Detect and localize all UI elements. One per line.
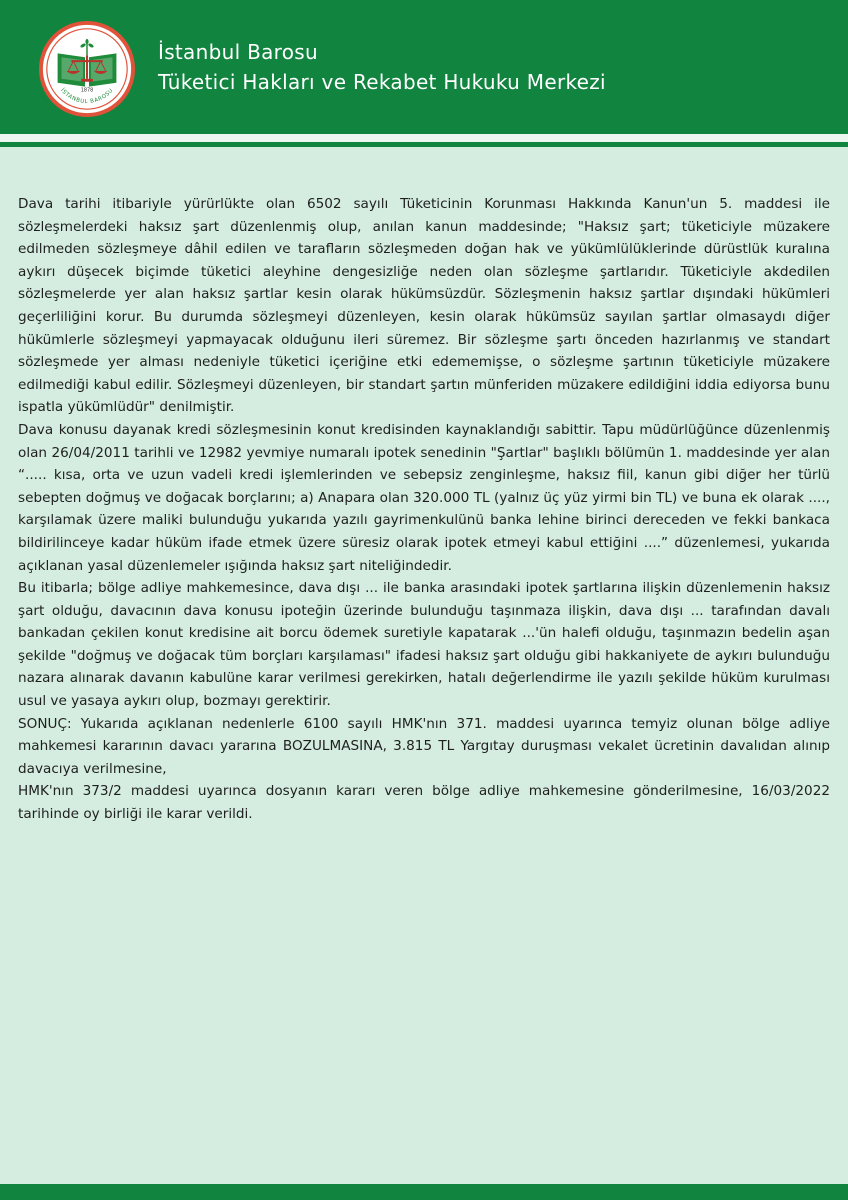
header-divider-green xyxy=(0,142,848,147)
paragraph-mortgage-clause: Dava konusu dayanak kredi sözleşmesinin konut kredisinden kaynaklandığı sabittir. Tapu müdürlüğünce düzenlenmiş olan 26/04/2011 tarihli ve 12982 yevmiye numaralı ipotek senedinin "Şartlar" başlıklı bölümün 1. maddesinde yer alan “..... kısa, orta ve uzun vadeli kredi işlemlerinden ve sebepsiz zenginleşme, haksız fiil, kanun gibi diğer her türlü sebepten doğmuş ve doğacak borçlarını; a) Anapara olan 320.000 TL (yalnız üç yüz yirmi bin TL) ve buna ek olarak ...., karşılamak üzere maliki bulunduğu yukarıda yazılı gayrimenkulünü banka lehine birinci dereceden ve fekki bankaca bildirilinceye kadar hüküm ifade etmek üzere süresiz olarak ipotek etmeyi kabul ettiğini ....” düzenlemesi, yukarıda açıklanan yasal düzenlemeler ışığında haksız şart niteliğindedir. xyxy=(18,421,830,574)
paragraph-assessment: Bu itibarla; bölge adliye mahkemesince, dava dışı ... ile banka arasındaki ipotek şartlarına ilişkin düzenlemenin haksız şart olduğu, davacının dava konusu ipoteğin üzerinde bulunduğu taşınmaza ilişkin, dava dışı ... tarafından davalı bankadan çekilen konut kredisine ait borcu ödemek suretiyle kapatarak ...'ün halefi olduğu, taşınmazın bedelin aşan şekilde "doğmuş ve doğacak tüm borçları karşılaması" ifadesi haksız şart olduğu gibi hakkaniyete de aykırı bulunduğu nazara alınarak davanın kabulüne karar verilmesi gerekirken, hatalı değerlendirme ile yazılı şekilde hüküm kurulması usul ve yasaya aykırı olup, bozmayı gerektirir. xyxy=(18,580,830,710)
paragraph-law-article: Dava tarihi itibariyle yürürlükte olan 6502 sayılı Tüketicinin Korunması Hakkında Kanun'un 5. maddesi ile sözleşmelerdeki haksız şart düzenlenmiş olup, anılan kanun maddesinde; "Haksız şart; tüketiciyle müzakere edilmeden sözleşmeye dâhil edilen ve tarafların sözleşmeden doğan hak ve yükümlülüklerinde dürüstlük kuralına aykırı düşecek biçimde tüketici aleyhine dengesizliğe neden olan sözleşme şartlarıdır. Tüketiciyle akdedilen sözleşmelerde yer alan haksız şartlar kesin olarak hükümsüzdür. Sözleşmenin haksız şartlar dışındaki hükümleri geçerliliğini korur. Bu durumda sözleşmeyi düzenleyen, kesin olarak hükümsüz sayılan şartlar olmasaydı diğer hükümlerle sözleşmeyi yapmayacak olduğunu ileri süremez. Bir sözleşme şartı önceden hazırlanmış ve standart sözleşmede yer alması nedeniyle tüketici içeriğine etki edememişse, o sözleşme şartının tüketiciyle müzakere edilmediği kabul edilir. Sözleşmeyi düzenleyen, bir standart şartın münferiden müzakere edildiğini iddia ediyorsa bunu ispatla yükümlüdür" denilmiştir. xyxy=(18,196,830,416)
header-bar xyxy=(0,0,848,134)
header-divider-light xyxy=(0,134,848,142)
paragraph-referral: HMK'nın 373/2 maddesi uyarınca dosyanın kararı veren bölge adliye mahkemesine gönderilmesine, 16/03/2022 tarihinde oy birliği ile karar verildi. xyxy=(18,783,830,823)
paragraph-conclusion: SONUÇ: Yukarıda açıklanan nedenlerle 6100 sayılı HMK'nın 371. maddesi uyarınca temyiz olunan bölge adliye mahkemesi kararının davacı yararına BOZULMASINA, 3.815 TL Yargıtay duruşması vekalet ücretinin davalıdan alınıp davacıya verilmesine, xyxy=(18,715,830,777)
svg-text:1878: 1878 xyxy=(80,87,94,94)
org-name: İstanbul Barosu xyxy=(158,40,318,64)
svg-text:İSTANBUL BAROSU: İSTANBUL BAROSU xyxy=(59,87,115,106)
document-body xyxy=(18,193,830,826)
center-name: Tüketici Hakları ve Rekabet Hukuku Merkezi xyxy=(158,70,606,94)
footer-bar xyxy=(0,1184,848,1200)
istanbul-barosu-logo xyxy=(38,20,136,118)
header-titles xyxy=(158,38,606,96)
